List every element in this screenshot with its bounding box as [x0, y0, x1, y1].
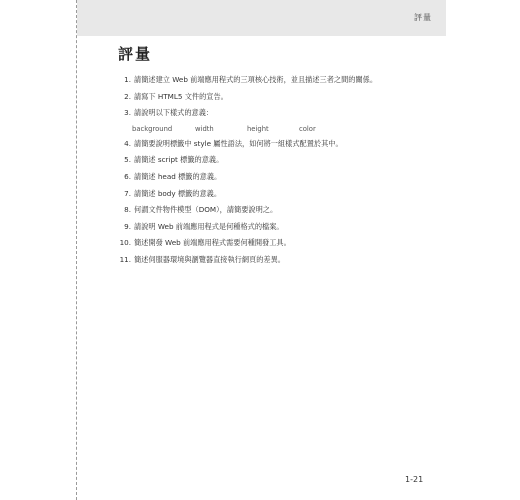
- question-item: [112, 108, 442, 125]
- style-property-background: background: [132, 124, 173, 133]
- question-number: 2.: [124, 91, 131, 101]
- question-item: [112, 155, 442, 172]
- question-text: 簡述伺服器環境與瀏覽器直接執行網頁的差異。: [134, 254, 285, 264]
- question-item: [112, 222, 442, 239]
- question-item: [112, 238, 442, 255]
- question-item: [112, 75, 442, 92]
- style-property-list: [112, 125, 442, 139]
- question-list: [112, 75, 442, 272]
- question-item: [112, 92, 442, 109]
- question-number: 9.: [124, 221, 131, 231]
- question-number: 1.: [124, 75, 131, 84]
- question-item: [112, 205, 442, 222]
- question-number: 10.: [119, 238, 131, 248]
- page-number: 1-21: [405, 475, 424, 484]
- style-property-height: height: [247, 124, 269, 133]
- question-text: 請說明 Web 前端應用程式是何種格式的檔案。: [134, 221, 284, 231]
- question-text: 請寫下 HTML5 文件的宣告。: [134, 91, 228, 101]
- question-number: 7.: [124, 188, 131, 198]
- question-number: 11.: [119, 254, 131, 264]
- question-number: 3.: [124, 108, 131, 118]
- question-text: 請簡述 body 標籤的意義。: [134, 188, 222, 198]
- question-item: [112, 172, 442, 189]
- question-number: 5.: [124, 155, 131, 165]
- page-margin-line: [76, 0, 77, 500]
- question-text: 簡述開發 Web 前端應用程式需要何種開發工具。: [134, 238, 291, 248]
- question-number: 4.: [124, 138, 131, 148]
- style-property-color: color: [299, 124, 316, 133]
- question-number: 8.: [124, 205, 131, 215]
- question-text: 請簡述 script 標籤的意義。: [134, 155, 224, 165]
- style-property-width: width: [195, 124, 214, 133]
- question-item: [112, 139, 442, 156]
- running-header: [77, 0, 446, 36]
- question-item: [112, 255, 442, 272]
- question-text: 請簡述建立 Web 前端應用程式的三項核心技術，並且描述三者之間的關係。: [134, 75, 378, 84]
- question-item: [112, 189, 442, 206]
- question-text: 請簡要說明標籤中 style 屬性語法，如何將一組樣式配置於其中。: [134, 138, 343, 148]
- running-header-title: 評量: [414, 13, 432, 22]
- question-text: 請說明以下樣式的意義：: [134, 108, 214, 118]
- question-text: 請簡述 head 標籤的意義。: [134, 171, 222, 181]
- question-text: 何謂文件物件模型（DOM），請簡要說明之。: [134, 205, 278, 215]
- section-title: 評量: [118, 45, 153, 63]
- question-number: 6.: [124, 171, 131, 181]
